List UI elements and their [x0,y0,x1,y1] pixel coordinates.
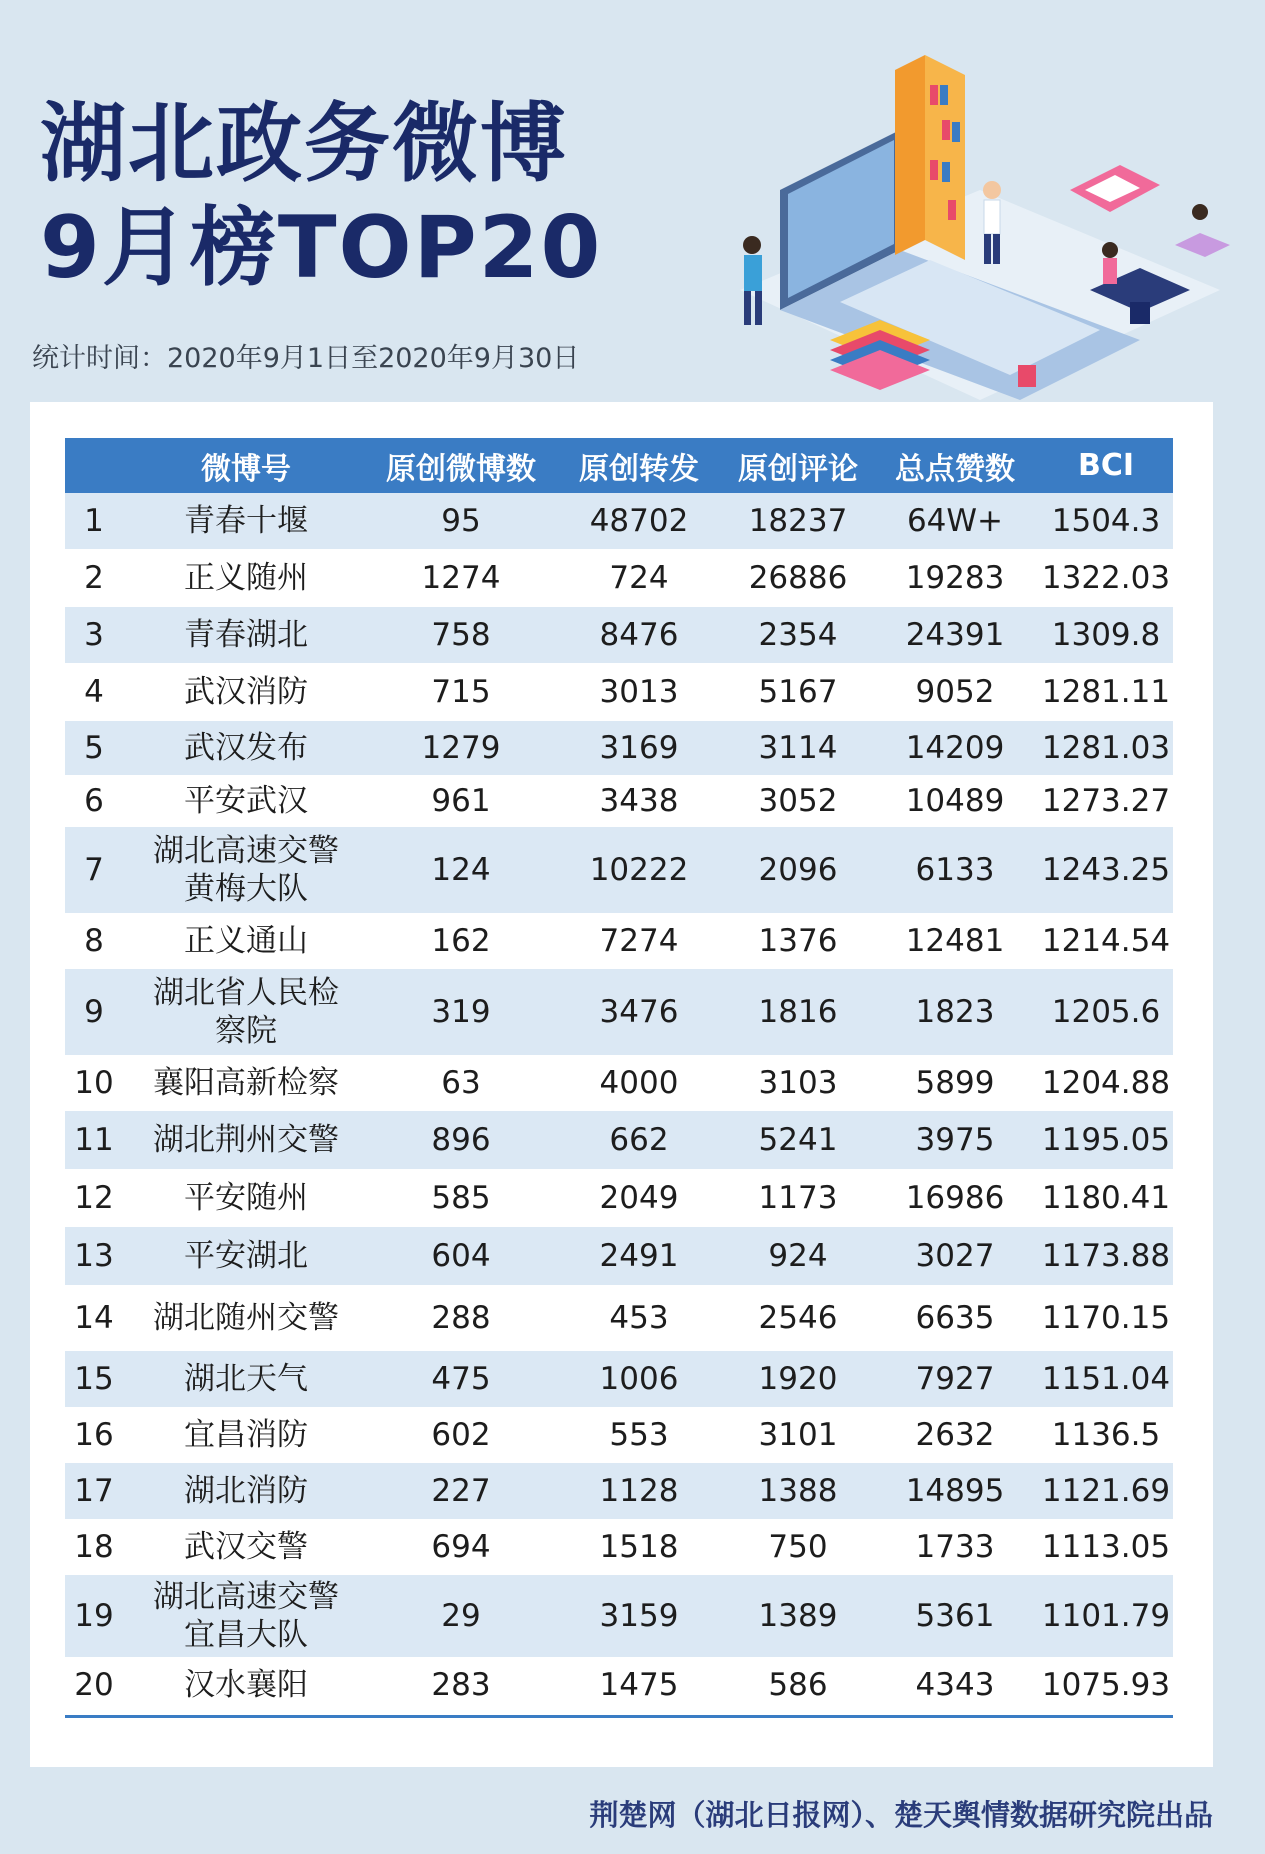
cell-forwards: 3013 [553,663,725,721]
table-body [65,493,1173,1713]
cell-rank: 5 [65,721,123,775]
column-header-forwards: 原创转发 [553,438,725,493]
cell-comments: 750 [725,1519,871,1575]
cell-likes: 7927 [871,1351,1039,1407]
table-row [65,1657,1173,1713]
table-bottom-rule [65,1715,1173,1718]
cell-forwards: 662 [553,1111,725,1169]
cell-posts: 162 [369,913,553,969]
cell-account: 青春湖北 [123,607,369,663]
cell-comments: 26886 [725,549,871,607]
cell-posts: 63 [369,1055,553,1111]
cell-likes: 19283 [871,549,1039,607]
cell-bci: 1170.15 [1039,1285,1173,1351]
cell-rank: 11 [65,1111,123,1169]
cell-forwards: 1006 [553,1351,725,1407]
cell-rank: 4 [65,663,123,721]
cell-bci: 1243.25 [1039,827,1173,913]
cell-posts: 95 [369,493,553,549]
cell-likes: 64W+ [871,493,1039,549]
cell-likes: 6133 [871,827,1039,913]
cell-likes: 4343 [871,1657,1039,1713]
cell-forwards: 1475 [553,1657,725,1713]
cell-forwards: 3169 [553,721,725,775]
cell-comments: 2546 [725,1285,871,1351]
cell-bci: 1136.5 [1039,1407,1173,1463]
cell-bci: 1281.11 [1039,663,1173,721]
cell-likes: 12481 [871,913,1039,969]
cell-rank: 6 [65,775,123,827]
cell-rank: 7 [65,827,123,913]
cell-rank: 19 [65,1575,123,1657]
cell-bci: 1113.05 [1039,1519,1173,1575]
cell-forwards: 453 [553,1285,725,1351]
cell-account: 湖北高速交警 黄梅大队 [123,827,369,913]
cell-posts: 602 [369,1407,553,1463]
cell-bci: 1180.41 [1039,1169,1173,1227]
cell-posts: 283 [369,1657,553,1713]
table-row [65,1463,1173,1519]
cell-forwards: 3476 [553,969,725,1055]
footer-credit: 荆楚网（湖北日报网）、楚天舆情数据研究院出品 [589,1798,1213,1832]
page-title [40,92,602,300]
cell-comments: 924 [725,1227,871,1285]
cell-forwards: 48702 [553,493,725,549]
cell-bci: 1195.05 [1039,1111,1173,1169]
table-row [65,1351,1173,1407]
cell-account: 正义通山 [123,913,369,969]
table-row [65,1285,1173,1351]
cell-comments: 1389 [725,1575,871,1657]
cell-account: 宜昌消防 [123,1407,369,1463]
table-row [65,1575,1173,1657]
cell-account: 平安武汉 [123,775,369,827]
cell-account: 武汉发布 [123,721,369,775]
table-header-row [65,438,1173,493]
cell-forwards: 2049 [553,1169,725,1227]
cell-rank: 17 [65,1463,123,1519]
table-row [65,493,1173,549]
table-row [65,1407,1173,1463]
cell-forwards: 10222 [553,827,725,913]
cell-comments: 3052 [725,775,871,827]
cell-likes: 1733 [871,1519,1039,1575]
cell-posts: 1279 [369,721,553,775]
cell-rank: 2 [65,549,123,607]
cell-likes: 14895 [871,1463,1039,1519]
cell-comments: 1376 [725,913,871,969]
column-header-bci: BCI [1039,438,1173,493]
stat-period: 统计时间：2020年9月1日至2020年9月30日 [32,343,580,374]
cell-likes: 5899 [871,1055,1039,1111]
cell-forwards: 724 [553,549,725,607]
cell-posts: 715 [369,663,553,721]
cell-comments: 586 [725,1657,871,1713]
cell-comments: 18237 [725,493,871,549]
cell-bci: 1075.93 [1039,1657,1173,1713]
cell-account: 汉水襄阳 [123,1657,369,1713]
cell-posts: 896 [369,1111,553,1169]
table-row [65,1111,1173,1169]
cell-account: 武汉交警 [123,1519,369,1575]
cell-account: 湖北省人民检 察院 [123,969,369,1055]
cell-rank: 1 [65,493,123,549]
cell-bci: 1121.69 [1039,1463,1173,1519]
cell-forwards: 553 [553,1407,725,1463]
column-header-likes: 总点赞数 [871,438,1039,493]
cell-rank: 3 [65,607,123,663]
cell-forwards: 1518 [553,1519,725,1575]
cell-likes: 10489 [871,775,1039,827]
column-header-comments: 原创评论 [725,438,871,493]
table-row [65,663,1173,721]
cell-account: 正义随州 [123,549,369,607]
cell-comments: 3114 [725,721,871,775]
column-header-rank [65,438,123,493]
cell-posts: 1274 [369,549,553,607]
cell-forwards: 2491 [553,1227,725,1285]
cell-likes: 16986 [871,1169,1039,1227]
cell-rank: 13 [65,1227,123,1285]
cell-posts: 961 [369,775,553,827]
cell-account: 武汉消防 [123,663,369,721]
cell-bci: 1205.6 [1039,969,1173,1055]
cell-forwards: 3159 [553,1575,725,1657]
table-row [65,827,1173,913]
cell-comments: 2096 [725,827,871,913]
cell-bci: 1273.27 [1039,775,1173,827]
cell-likes: 14209 [871,721,1039,775]
cell-comments: 3101 [725,1407,871,1463]
table-row [65,969,1173,1055]
cell-bci: 1214.54 [1039,913,1173,969]
cell-account: 平安随州 [123,1169,369,1227]
cell-posts: 227 [369,1463,553,1519]
cell-posts: 124 [369,827,553,913]
cell-forwards: 4000 [553,1055,725,1111]
cell-rank: 20 [65,1657,123,1713]
table-row [65,1055,1173,1111]
cell-comments: 3103 [725,1055,871,1111]
cell-rank: 16 [65,1407,123,1463]
title-line-2: 9月榜TOP20 [40,198,603,298]
cell-rank: 8 [65,913,123,969]
cell-posts: 604 [369,1227,553,1285]
cell-forwards: 3438 [553,775,725,827]
cell-rank: 18 [65,1519,123,1575]
title-line-1: 湖北政务微博 [40,94,568,194]
cell-comments: 1173 [725,1169,871,1227]
cell-comments: 5167 [725,663,871,721]
table-row [65,607,1173,663]
cell-posts: 29 [369,1575,553,1657]
cell-comments: 1920 [725,1351,871,1407]
cell-rank: 9 [65,969,123,1055]
cell-comments: 1388 [725,1463,871,1519]
cell-posts: 475 [369,1351,553,1407]
cell-posts: 319 [369,969,553,1055]
table-row [65,1519,1173,1575]
cell-forwards: 7274 [553,913,725,969]
cell-bci: 1504.3 [1039,493,1173,549]
column-header-account: 微博号 [123,438,369,493]
cell-likes: 9052 [871,663,1039,721]
library-laptop-illustration [720,40,1240,420]
cell-posts: 694 [369,1519,553,1575]
cell-account: 湖北天气 [123,1351,369,1407]
cell-likes: 3027 [871,1227,1039,1285]
table-row [65,549,1173,607]
ranking-table [65,438,1173,1713]
cell-bci: 1173.88 [1039,1227,1173,1285]
cell-bci: 1204.88 [1039,1055,1173,1111]
table-row [65,721,1173,775]
table-row [65,1227,1173,1285]
cell-account: 青春十堰 [123,493,369,549]
ranking-card [30,402,1213,1767]
column-header-posts: 原创微博数 [369,438,553,493]
cell-account: 平安湖北 [123,1227,369,1285]
cell-forwards: 8476 [553,607,725,663]
cell-rank: 14 [65,1285,123,1351]
cell-bci: 1101.79 [1039,1575,1173,1657]
cell-likes: 5361 [871,1575,1039,1657]
cell-likes: 3975 [871,1111,1039,1169]
cell-bci: 1322.03 [1039,549,1173,607]
cell-rank: 15 [65,1351,123,1407]
cell-account: 湖北荆州交警 [123,1111,369,1169]
cell-posts: 758 [369,607,553,663]
cell-likes: 1823 [871,969,1039,1055]
table-row [65,913,1173,969]
cell-posts: 585 [369,1169,553,1227]
cell-rank: 10 [65,1055,123,1111]
cell-account: 湖北高速交警 宜昌大队 [123,1575,369,1657]
cell-comments: 2354 [725,607,871,663]
table-row [65,1169,1173,1227]
cell-comments: 1816 [725,969,871,1055]
cell-likes: 24391 [871,607,1039,663]
cell-account: 襄阳高新检察 [123,1055,369,1111]
cell-comments: 5241 [725,1111,871,1169]
cell-likes: 6635 [871,1285,1039,1351]
table-row [65,775,1173,827]
cell-bci: 1309.8 [1039,607,1173,663]
cell-likes: 2632 [871,1407,1039,1463]
cell-posts: 288 [369,1285,553,1351]
cell-account: 湖北随州交警 [123,1285,369,1351]
cell-forwards: 1128 [553,1463,725,1519]
cell-bci: 1151.04 [1039,1351,1173,1407]
cell-account: 湖北消防 [123,1463,369,1519]
cell-rank: 12 [65,1169,123,1227]
cell-bci: 1281.03 [1039,721,1173,775]
